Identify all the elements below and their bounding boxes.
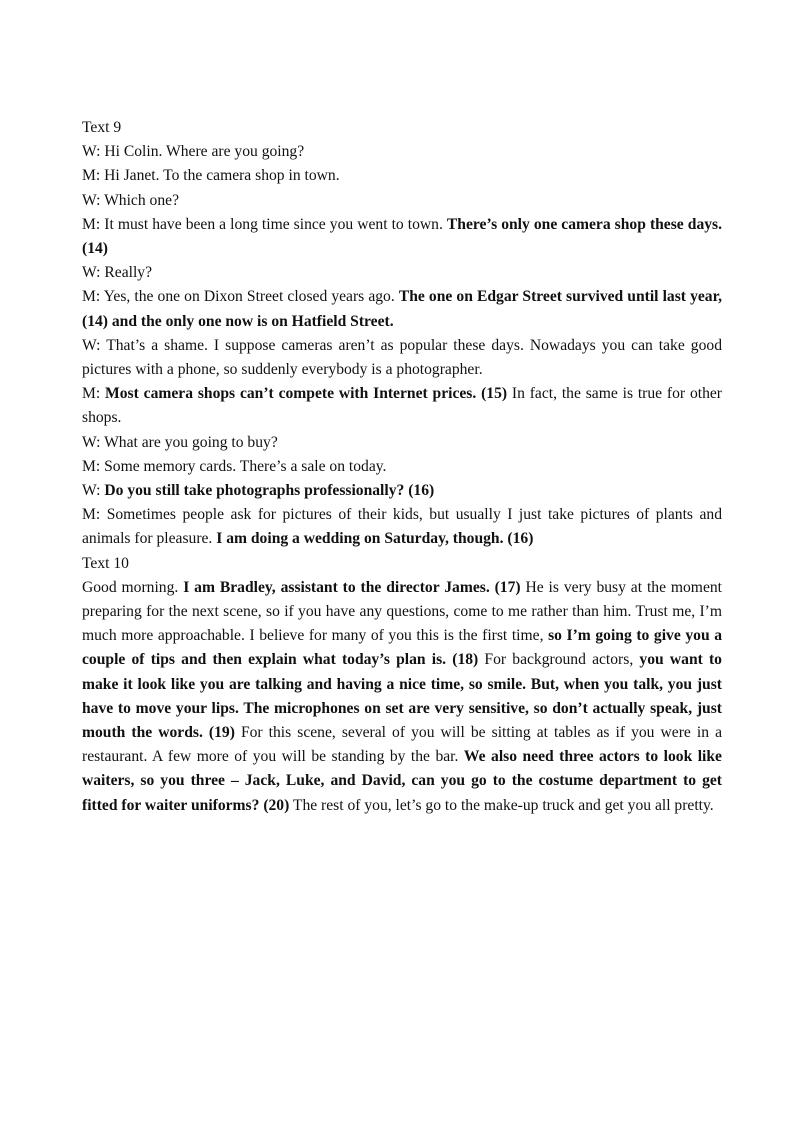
dialogue-line — [82, 455, 722, 479]
bold-answer-text: We also need three actors to look like waiters, so you three – Jack, Luke, and David, can you go to the costume department to get fitted for waiter uniforms? (20) — [82, 748, 722, 814]
text-run: W: What are you going to buy? — [82, 433, 278, 451]
dialogue-line — [82, 285, 722, 333]
bold-answer-text: There’s only one camera shop these days. (14) — [82, 215, 723, 258]
text-run: In fact, the same is true for other shops. — [82, 385, 722, 427]
text10-monologue — [82, 576, 722, 818]
dialogue-line — [82, 479, 722, 503]
text9-dialogue — [82, 140, 722, 551]
text-run: W: Hi Colin. Where are you going? — [82, 143, 305, 161]
document-page — [82, 116, 722, 818]
text-run: Good morning. — [82, 578, 184, 596]
bold-answer-text: you want to make it look like you are talking and having a nice time, so smile. But, when you talk, you just have to move your lips. The microphones on set are very sensitive, so don’t actually speak, just mouth the words. (19) — [82, 651, 722, 742]
text-run: M: Yes, the one on Dixon Street closed years ago. — [82, 288, 399, 306]
text-run: M: — [82, 385, 106, 403]
dialogue-line — [82, 382, 722, 430]
text-run: For this scene, several of you will be sitting at tables as if you were in a restaurant. A few more of you will be standing by the bar. — [82, 724, 722, 766]
bold-answer-text: I am doing a wedding on Saturday, though. (16) — [216, 530, 534, 548]
dialogue-line — [82, 334, 722, 382]
dialogue-line — [82, 261, 722, 285]
text-run: M: Hi Janet. To the camera shop in town. — [82, 167, 340, 185]
bold-answer-text: Most camera shops can’t compete with Internet prices. (15) — [105, 385, 508, 403]
dialogue-line — [82, 189, 722, 213]
dialogue-line — [82, 164, 722, 188]
text-run: The rest of you, let’s go to the make-up truck and get you all pretty. — [289, 796, 714, 814]
text-run: W: — [82, 482, 105, 500]
text10-heading: Text 10 — [82, 554, 129, 572]
bold-answer-text: I am Bradley, assistant to the director James. (17) — [183, 578, 521, 596]
bold-answer-text: Do you still take photographs professionally? (16) — [104, 482, 435, 500]
text-run: W: That’s a shame. I suppose cameras aren’t as popular these days. Nowadays you can take good pictures with a phone, so suddenly everybody is a photographer. — [82, 336, 722, 379]
dialogue-line — [82, 213, 722, 261]
text-run: M: Some memory cards. There’s a sale on today. — [82, 457, 387, 475]
text-run: M: It must have been a long time since you went to town. — [82, 215, 447, 233]
text-run: He is very busy at the moment preparing for the next scene, so if you have any questions, come to me rather than him. Trust me, I’m much more approachable. I believe for many of you this is the first time, — [82, 578, 722, 645]
dialogue-line — [82, 503, 722, 551]
text-run: W: Which one? — [82, 191, 179, 209]
text9-heading: Text 9 — [82, 119, 122, 136]
bold-answer-text: The one on Edgar Street survived until last year, (14) and the only one now is on Hatfield Street. — [82, 288, 722, 330]
bold-answer-text: so I’m going to give you a couple of tips and then explain what today’s plan is. (18) — [82, 627, 722, 669]
dialogue-line — [82, 140, 722, 164]
text-run: W: Really? — [82, 264, 152, 282]
text-run: For background actors, — [478, 651, 640, 669]
dialogue-line — [82, 431, 722, 455]
text-run: M: Sometimes people ask for pictures of their kids, but usually I just take pictures of plants and animals for pleasure. — [82, 506, 722, 548]
